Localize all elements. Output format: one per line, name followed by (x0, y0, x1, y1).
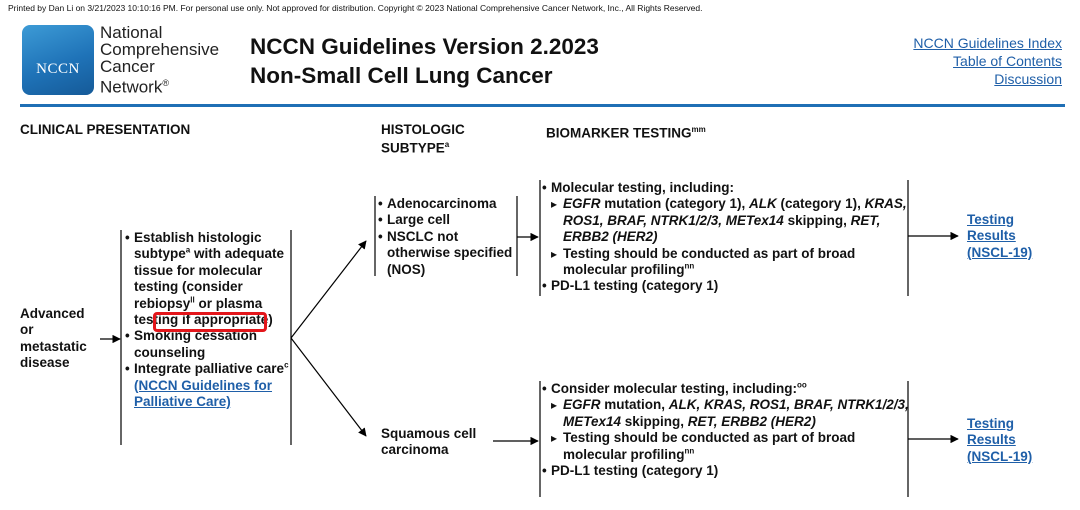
testing-results-link-bottom[interactable]: Testing Results (NSCL-19) (967, 416, 1033, 464)
palliative-care-link[interactable]: (NCCN Guidelines for Palliative Care) (134, 377, 273, 410)
workup-item-smoking: • Smoking cessation counseling (125, 328, 290, 361)
arrow-to-nonsquamous (291, 241, 366, 338)
biomarker-broad-profiling: ▸ Testing should be conducted as part of broad molecular profiling$^{nn}$ (551, 246, 912, 279)
table-of-contents-link[interactable]: Table of Contents (953, 53, 1062, 69)
biomarker-gene-list: ▸ EGFR mutation (category 1), ALK (category 1), KRAS, ROS1, BRAF, NTRK1/2/3, METex14 skipping, RET, ERBB2 (HER2) (551, 196, 912, 245)
header-histologic-subtype: HISTOLOGIC SUBTYPE$^a$ (381, 122, 465, 156)
biomarker-gene-list-squamous: ▸ EGFR mutation, ALK, KRAS, ROS1, BRAF, NTRK1/2/3, METex14 skipping, RET, ERBB2 (HER2) (551, 397, 912, 430)
plasma-testing-highlight: plasma testing (134, 295, 263, 328)
title-version: NCCN Guidelines Version 2.2023 (250, 34, 599, 59)
discussion-link[interactable]: Discussion (994, 71, 1062, 87)
logo-line-3: Cancer (100, 57, 155, 76)
arrow-to-squamous (291, 338, 366, 436)
workup-item-palliative: • Integrate palliative care$^c$ (NCCN Guidelines for Palliative Care) (125, 361, 290, 410)
testing-results-link-top[interactable]: Testing Results (NSCL-19) (967, 212, 1033, 260)
logo-line-1: National (100, 23, 163, 42)
header-biomarker-testing: BIOMARKER $TESTING^{mm}$ (546, 125, 706, 141)
biomarker-pdl1-squamous: • PD-L1 testing (category 1) (542, 463, 912, 479)
logo-line-2: Comprehensive (100, 40, 220, 59)
subtype-large-cell: • Large cell (378, 212, 520, 228)
subtype-adenocarcinoma: • Adenocarcinoma (378, 196, 520, 212)
biomarker-broad-profiling-squamous: ▸ Testing should be conducted as part of broad molecular profiling$^{nn}$ (551, 430, 912, 463)
printed-notice: Printed by Dan Li on 3/21/2023 10:10:16 PM. For personal use only. Not approved for distribution. Copyright © 2023 National Comprehensive Cancer Network, Inc., All Rights Reserved. (8, 3, 703, 13)
subtype-squamous: Squamous cell carcinoma (381, 426, 477, 458)
guidelines-index-link[interactable]: NCCN Guidelines Index (913, 35, 1062, 51)
clinical-presentation-box: Advanced or metastatic disease (20, 306, 87, 371)
biomarker-consider-molecular: • Consider molecular testing, including:$^{oo}$ ▸ EGFR mutation, ALK, KRAS, ROS1, BRAF, NTRK1/2/3, METex14 skipping, RET, ERBB2 (HER2) ▸ Testing should be conducted as part of broad molecular profiling$^{nn}$ (542, 381, 912, 463)
header-clinical-presentation: CLINICAL PRESENTATION (20, 122, 191, 137)
title-cancer: Non-Small Cell Lung Cancer (250, 63, 553, 88)
workup-item-histology: • Establish histologic subtype$^a$ with adequate tissue for molecular testing (consider rebiopsy$^{ll}$ or plasma testing if appropriate) (125, 230, 290, 328)
biomarker-molecular-testing: • Molecular testing, including: ▸ EGFR mutation (category 1), ALK (category 1), KRAS, ROS1, BRAF, NTRK1/2/3, METex14 skipping, RET, ERBB2 (HER2) ▸ Testing should be conducted as part of broad molecular profiling$^{nn}$ (542, 180, 912, 278)
subtype-nsclc-nos: • NSCLC not otherwise specified (NOS) (378, 229, 520, 278)
logo-line-4: Network® (100, 77, 169, 97)
logo-mark: NCCN (36, 60, 80, 77)
biomarker-pdl1: • PD-L1 testing (category 1) (542, 278, 912, 294)
